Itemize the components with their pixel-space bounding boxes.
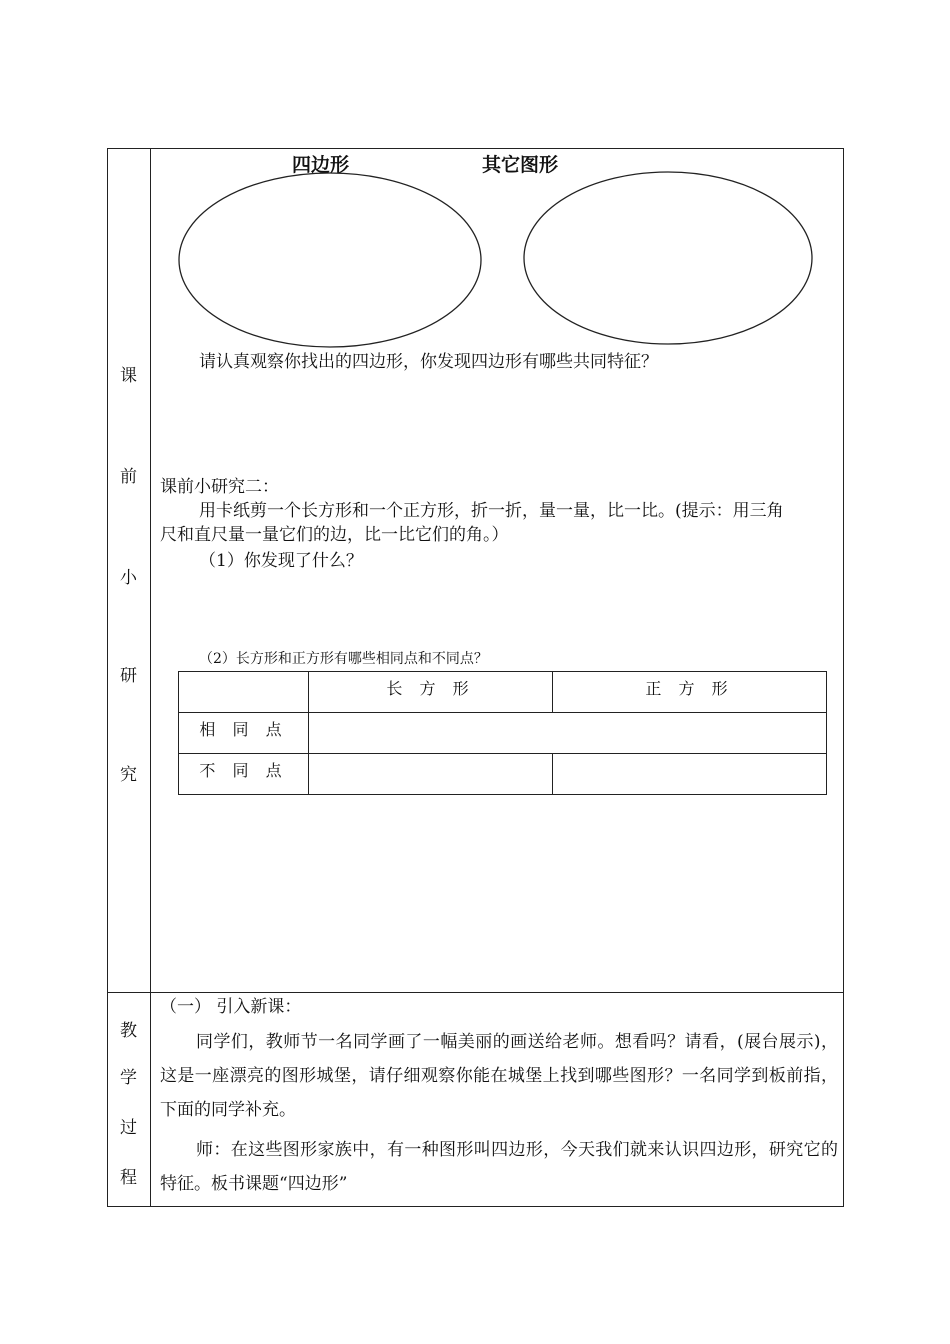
paragraph-teacher: 师：在这些图形家族中，有一种图形叫四边形，今天我们就来认识四边形，研究它的特征。板书课题“四边形” — [160, 1140, 838, 1194]
other-shapes-heading: 其它图形 — [482, 154, 559, 176]
question-common-features: 请认真观察你找出的四边形，你发现四边形有哪些共同特征？ — [199, 352, 658, 372]
table-row-diff-label: 不 同 点 — [179, 754, 309, 795]
other-shapes-ellipse — [524, 172, 812, 344]
instruction-line-1: 用卡纸剪一个长方形和一个正方形，折一折，量一量，比一比。(提示：用三角 — [199, 501, 784, 521]
table-cell-diff-square[interactable] — [553, 754, 827, 795]
side-label-char: 课 — [120, 366, 137, 386]
paragraph-intro: 同学们，教师节一名同学画了一幅美丽的画送给老师。想看吗？请看，(展台展示)，这是一座漂亮的图形城堡，请仔细观察你能在城堡上找到哪些图形？一名同学到板前指，下面的同学补充。 — [160, 1032, 838, 1120]
side-label-char: 程 — [120, 1168, 137, 1188]
table-header-empty — [179, 672, 309, 713]
quadrilateral-ellipse — [179, 173, 481, 347]
quadrilateral-heading: 四边形 — [292, 154, 350, 176]
instruction-line-2: 尺和直尺量一量它们的边，比一比它们的角。） — [160, 525, 509, 545]
table-header-rectangle: 长 方 形 — [309, 672, 553, 713]
section-title-research-two: 课前小研究二： — [160, 477, 279, 497]
question-2: （2）长方形和正方形有哪些相同点和不同点？ — [199, 651, 488, 667]
comparison-table — [178, 671, 827, 795]
table-header-square: 正 方 形 — [553, 672, 827, 713]
side-label-char: 小 — [120, 568, 137, 588]
side-label-char: 学 — [120, 1068, 137, 1088]
table-cell-same[interactable] — [309, 713, 827, 754]
side-label-char: 前 — [120, 467, 137, 487]
side-label-char: 研 — [120, 666, 137, 686]
side-label-char: 教 — [120, 1021, 137, 1041]
question-1: （1）你发现了什么？ — [199, 551, 363, 571]
side-label-char: 究 — [120, 765, 137, 785]
side-label-char: 过 — [120, 1118, 137, 1138]
table-row-same-label: 相 同 点 — [179, 713, 309, 754]
table-cell-diff-rectangle[interactable] — [309, 754, 553, 795]
step-title: （一） 引入新课： — [160, 997, 302, 1017]
